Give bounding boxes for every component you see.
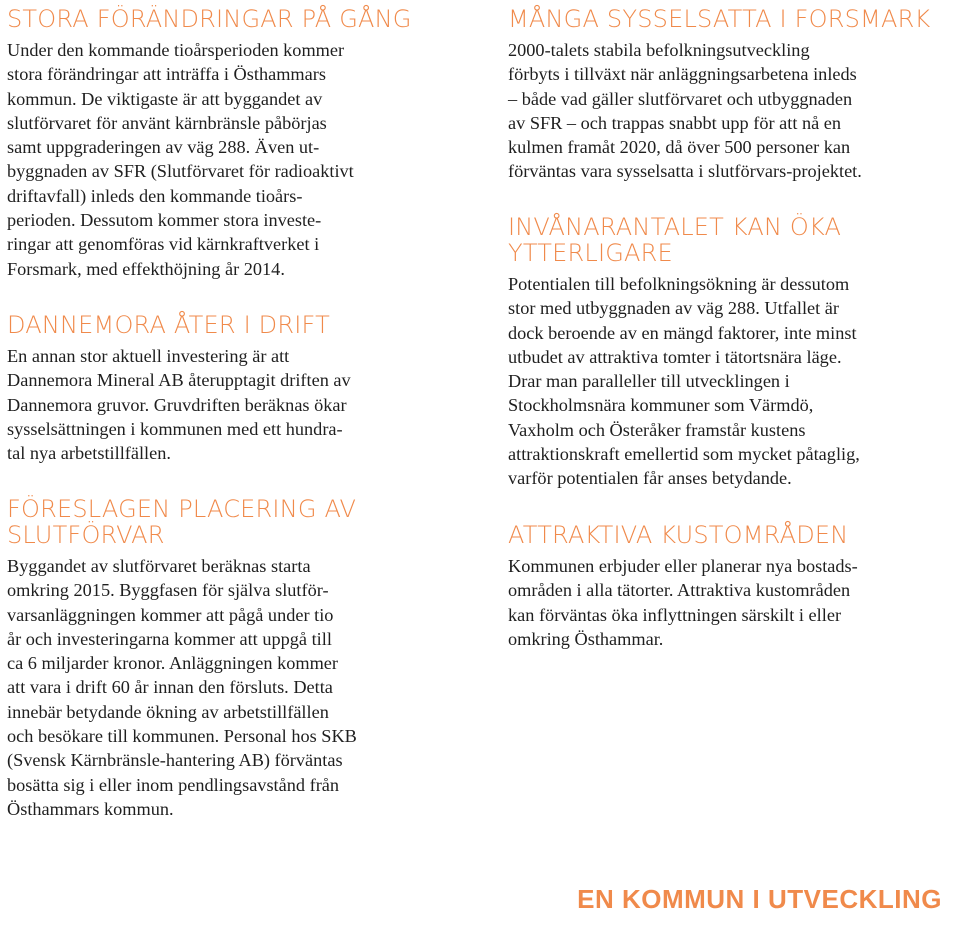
body-line: samt uppgraderingen av väg 288. Även ut- [7,137,320,158]
body-line: Stockholmsnära kommuner som Värmdö, [508,395,814,416]
body-line: områden i alla tätorter. Attraktiva kustområden [508,580,851,601]
body-line: byggnaden av SFR (Slutförvaret för radioaktivt [7,161,354,182]
body-line: stor med utbyggnaden av väg 288. Utfallet är [508,298,839,319]
article-section [7,6,463,281]
section-body [7,344,463,465]
body-line: stora förändringar att inträffa i Östhammars [7,64,326,85]
body-line: förbyts i tillväxt när anläggningsarbetena inleds [508,64,857,85]
body-line: dock beroende av en mängd faktorer, inte minst [508,322,857,343]
section-heading-line: FÖRESLAGEN PLACERING AV [7,495,357,523]
section-heading [7,6,463,32]
section-heading [508,522,954,548]
article-section [7,496,463,821]
body-line: bosätta sig i eller inom pendlingsavstånd från [7,774,340,795]
section-heading [508,6,954,32]
body-line: ca 6 miljarder kronor. Anläggningen kommer [7,653,339,674]
section-heading-line: INVÅNARANTALET KAN ÖKA [508,213,842,241]
section-body [508,38,954,184]
body-line: En annan stor aktuell investering är att [7,346,290,366]
body-line: (Svensk Kärnbränsle-hantering AB) förväntas [7,750,343,771]
body-line: kulmen framåt 2020, då över 500 personer kan [508,137,851,158]
article-section [508,6,954,184]
body-line: Byggandet av slutförvaret beräknas starta [7,556,311,576]
section-heading-line: SLUTFÖRVAR [7,521,165,549]
body-line: Östhammars kommun. [7,798,174,819]
section-body [7,554,463,821]
body-line: Potentialen till befolkningsökning är dessutom [508,274,850,294]
section-heading [508,214,954,266]
body-line: ringar att genomföras vid kärnkraftverket i [7,234,320,255]
body-line: Under den kommande tioårsperioden kommer [7,40,345,60]
body-line: kan förväntas öka inflyttningen särskilt i eller [508,604,842,625]
body-line: innebär betydande ökning av arbetstillfällen [7,701,329,722]
body-line: Kommunen erbjuder eller planerar nya bostads- [508,556,858,576]
section-heading [7,312,463,338]
body-line: Dannemora gruvor. Gruvdriften beräknas ökar [7,394,347,415]
body-line: Drar man paralleller till utvecklingen i [508,371,790,392]
body-line: sysselsättningen i kommunen med ett hundra- [7,418,343,439]
body-line: och besökare till kommunen. Personal hos SKB [7,726,357,747]
body-line: varsanläggningen kommer att pågå under tio [7,604,334,625]
section-body [508,554,954,651]
body-line: utbudet av attraktiva tomter i tätortsnära läge. [508,346,842,367]
body-line: att vara i drift 60 år innan den försluts. Detta [7,677,333,698]
body-line: kommun. De viktigaste är att byggandet av [7,88,323,109]
body-line: tal nya arbetstillfällen. [7,443,171,464]
body-line: förväntas vara sysselsatta i slutförvars-projektet. [508,161,862,182]
body-line: attraktionskraft emellertid som mycket påtaglig, [508,444,860,465]
section-heading-line: STORA FÖRÄNDRINGAR PÅ GÅNG [7,5,412,33]
footer-title: EN KOMMUN I UTVECKLING [577,884,942,914]
body-line: år och investeringarna kommer att uppgå till [7,628,332,649]
section-heading [7,496,463,548]
section-body [7,38,463,281]
body-line: Dannemora Mineral AB återupptagit driften av [7,370,351,391]
body-line: Vaxholm och Österåker framstår kustens [508,419,806,440]
body-line: varför potentialen får anses betydande. [508,468,792,489]
body-line: Forsmark, med effekthöjning år 2014. [7,258,285,279]
body-line: – både vad gäller slutförvaret och utbyggnaden [508,88,853,109]
body-line: perioden. Dessutom kommer stora investe- [7,210,322,231]
body-line: 2000-talets stabila befolkningsutveckling [508,40,810,60]
body-line: driftavfall) inleds den kommande tioårs- [7,185,303,206]
article-section [7,312,463,465]
body-line: omkring Östhammar. [508,628,664,649]
section-heading-line: ATTRAKTIVA KUSTOMRÅDEN [508,521,849,549]
body-line: av SFR – och trappas snabbt upp för att nå en [508,112,842,133]
section-body [508,272,954,491]
article-section [508,522,954,651]
section-heading-line: DANNEMORA ÅTER I DRIFT [7,311,330,339]
body-line: omkring 2015. Byggfasen för själva slutför- [7,580,329,601]
body-line: slutförvaret för använt kärnbränsle påbörjas [7,112,327,133]
section-heading-line: MÅNGA SYSSELSATTA I FORSMARK [508,5,931,33]
section-heading-line: YTTERLIGARE [508,239,673,267]
article-section [508,214,954,491]
